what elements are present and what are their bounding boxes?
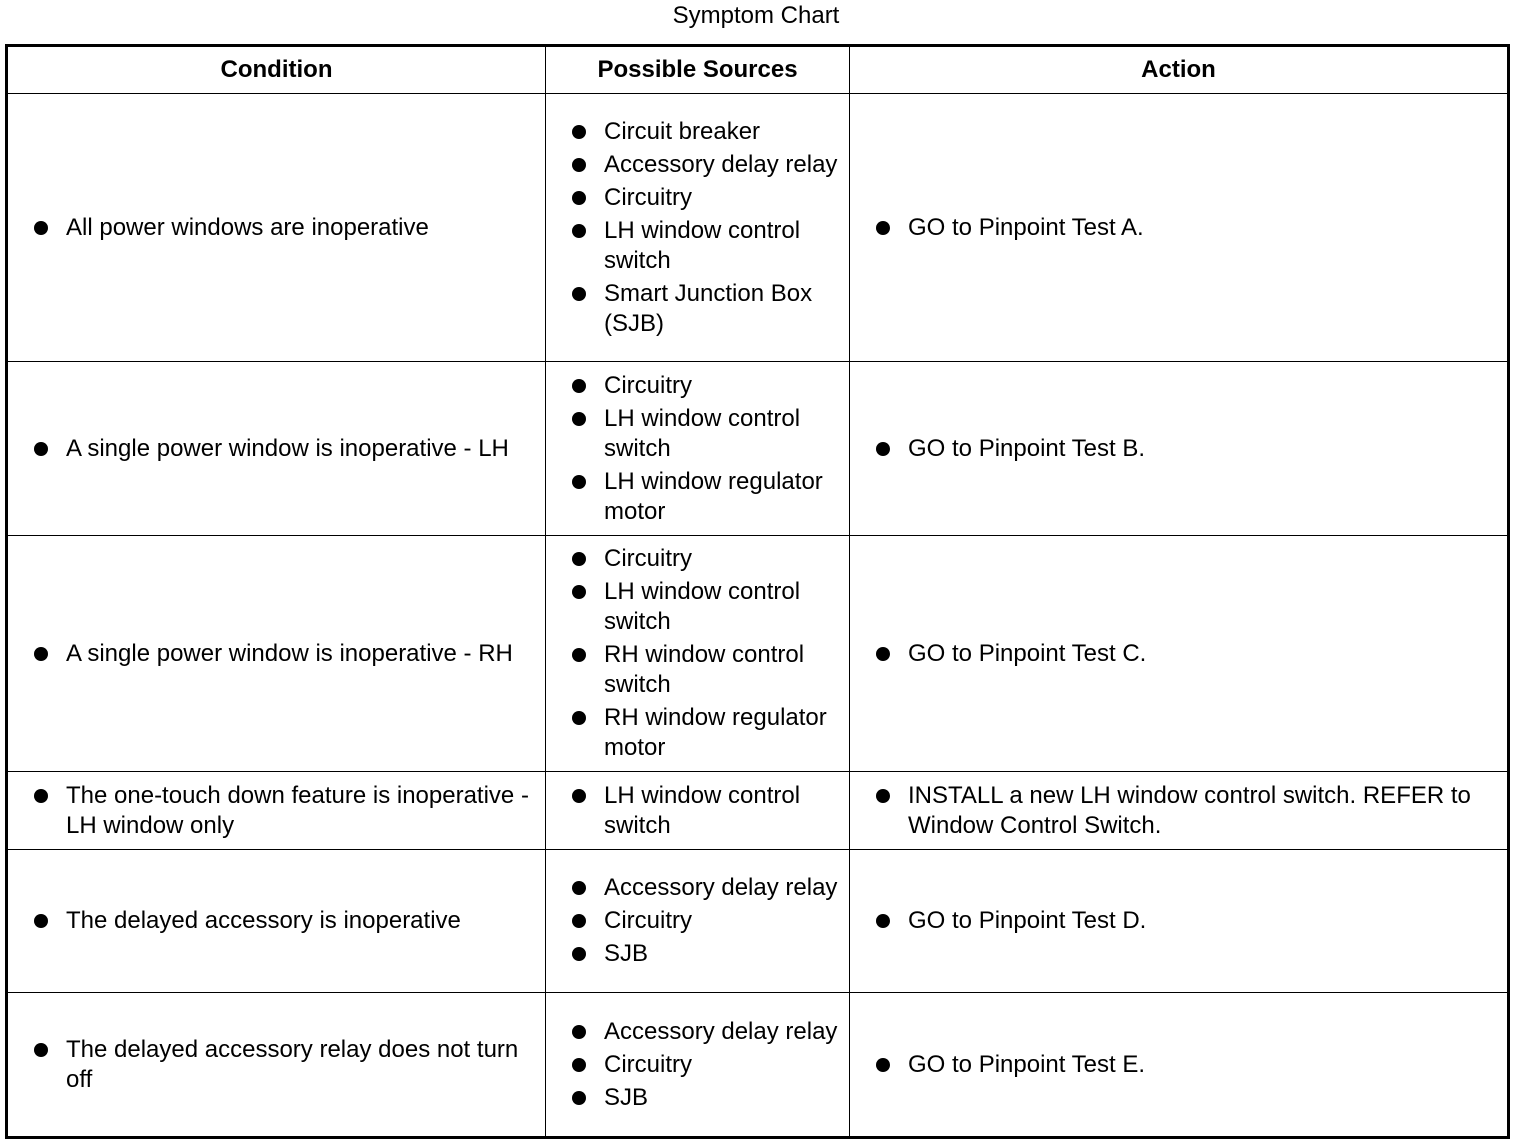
action-cell [850, 850, 1509, 993]
source-item: SJB [604, 939, 845, 969]
source-item: Circuitry [604, 371, 845, 401]
table-row [7, 362, 1509, 536]
source-item: Accessory delay relay [604, 1017, 845, 1047]
header-possible-sources: Possible Sources [546, 46, 850, 94]
source-item: Circuitry [604, 183, 845, 213]
condition-cell [7, 362, 546, 536]
action-text: INSTALL a new LH window control switch. REFER to Window Control Switch. [908, 781, 1501, 841]
action-cell [850, 772, 1509, 850]
condition-cell [7, 993, 546, 1138]
chart-title: Symptom Chart [672, 2, 840, 29]
source-item: RH window control switch [604, 640, 845, 700]
table-row [7, 850, 1509, 993]
condition-cell [7, 94, 546, 362]
header-action: Action [850, 46, 1509, 94]
source-item: LH window regulator motor [604, 467, 845, 527]
source-item: LH window control switch [604, 404, 845, 464]
action-text: GO to Pinpoint Test A. [908, 213, 1501, 243]
condition-text: A single power window is inoperative - RH [66, 639, 537, 669]
source-item: LH window control switch [604, 577, 845, 637]
action-text: GO to Pinpoint Test C. [908, 639, 1501, 669]
condition-cell [7, 850, 546, 993]
condition-text: A single power window is inoperative - LH [66, 434, 537, 464]
condition-text: All power windows are inoperative [66, 213, 537, 243]
source-item: LH window control switch [604, 216, 845, 276]
source-item: Smart Junction Box (SJB) [604, 279, 845, 339]
action-text: GO to Pinpoint Test D. [908, 906, 1501, 936]
action-cell [850, 993, 1509, 1138]
sources-cell [546, 850, 850, 993]
source-item: SJB [604, 1083, 845, 1113]
symptom-chart-table [5, 44, 1510, 1139]
action-cell [850, 94, 1509, 362]
sources-cell [546, 772, 850, 850]
source-item: Circuit breaker [604, 117, 845, 147]
action-cell [850, 362, 1509, 536]
sources-cell [546, 536, 850, 772]
sources-cell [546, 362, 850, 536]
sources-cell [546, 94, 850, 362]
action-cell [850, 536, 1509, 772]
condition-text: The delayed accessory is inoperative [66, 906, 537, 936]
table-row [7, 94, 1509, 362]
header-row [7, 46, 1509, 94]
condition-text: The delayed accessory relay does not turn off [66, 1035, 537, 1095]
table-row [7, 772, 1509, 850]
table-row [7, 993, 1509, 1138]
condition-cell [7, 772, 546, 850]
source-item: Circuitry [604, 544, 845, 574]
source-item: Accessory delay relay [604, 150, 845, 180]
table-row [7, 536, 1509, 772]
source-item: LH window control switch [604, 781, 845, 841]
action-text: GO to Pinpoint Test B. [908, 434, 1501, 464]
header-condition: Condition [7, 46, 546, 94]
source-item: Circuitry [604, 1050, 845, 1080]
source-item: Accessory delay relay [604, 873, 845, 903]
action-text: GO to Pinpoint Test E. [908, 1050, 1501, 1080]
condition-text: The one-touch down feature is inoperative - LH window only [66, 781, 537, 841]
condition-cell [7, 536, 546, 772]
source-item: RH window regulator motor [604, 703, 845, 763]
source-item: Circuitry [604, 906, 845, 936]
sources-cell [546, 993, 850, 1138]
